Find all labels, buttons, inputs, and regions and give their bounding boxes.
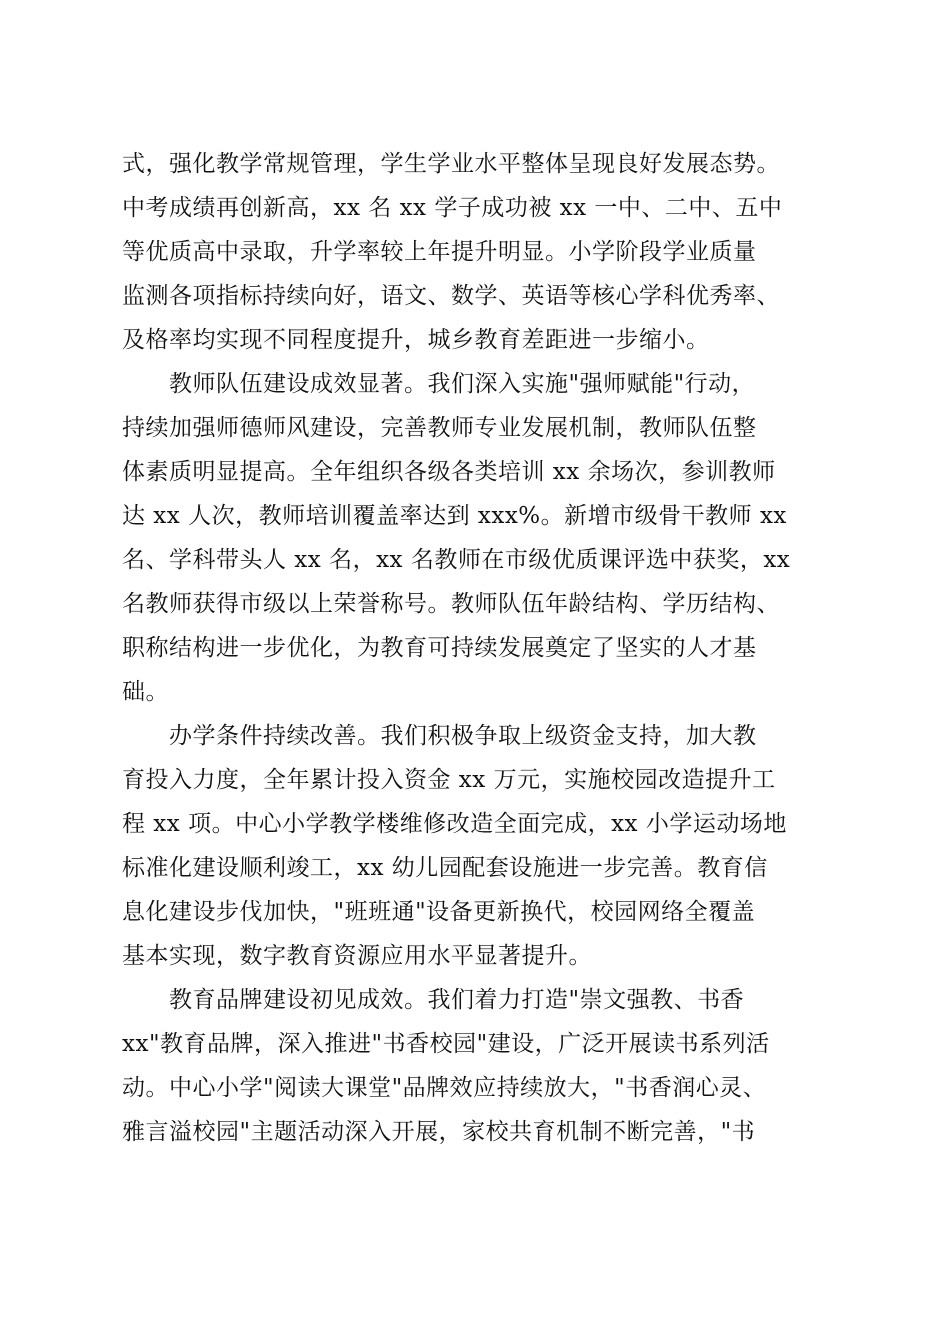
text-line: 名教师获得市级以上荣誉称号。教师队伍年龄结构、学历结构、 [122,591,780,617]
text-line: 及格率均实现不同程度提升，城乡教育差距进一步缩小。 [122,327,710,353]
text-line: 教育品牌建设初见成效。我们着力打造"崇文强教、书香 [122,987,745,1013]
text-line: 等优质高中录取，升学率较上年提升明显。小学阶段学业质量 [122,239,757,265]
text-line: 标准化建设顺利竣工，xx 幼儿园配套设施进一步完善。教育信 [122,855,768,881]
text-line: 动。中心小学"阅读大课堂"品牌效应持续放大，"书香润心灵、 [122,1075,767,1101]
text-line: 基本实现，数字教育资源应用水平显著提升。 [122,943,592,969]
text-line: 程 xx 项。中心小学教学楼维修改造全面完成，xx 小学运动场地 [122,811,787,837]
text-line: 持续加强师德师风建设，完善教师专业发展机制，教师队伍整 [122,415,757,441]
text-line: 式，强化教学常规管理，学生学业水平整体呈现良好发展态势。 [122,151,780,177]
text-line: 监测各项指标持续向好，语文、数学、英语等核心学科优秀率、 [122,283,780,309]
text-line: 名、学科带头人 xx 名，xx 名教师在市级优质课评选中获奖，xx [122,547,791,573]
text-line: 体素质明显提高。全年组织各级各类培训 xx 余场次，参训教师 [122,459,776,485]
text-line: 职称结构进一步优化，为教育可持续发展奠定了坚实的人才基 [122,635,757,661]
text-line: 中考成绩再创新高，xx 名 xx 学子成功被 xx 一中、二中、五中 [122,195,783,221]
text-line: 达 xx 人次，教师培训覆盖率达到 xxx%。新增市级骨干教师 xx [122,503,787,529]
text-line: 育投入力度，全年累计投入资金 xx 万元，实施校园改造提升工 [122,767,776,793]
text-line: 教师队伍建设成效显著。我们深入实施"强师赋能"行动， [122,371,756,397]
document-body [122,142,830,1154]
text-line: xx"教育品牌，深入推进"书香校园"建设，广泛开展读书系列活 [122,1031,770,1057]
text-line: 雅言溢校园"主题活动深入开展，家校共育机制不断完善，"书 [122,1119,756,1145]
text-line: 息化建设步伐加快，"班班通"设备更新换代，校园网络全覆盖 [122,899,756,925]
text-line: 办学条件持续改善。我们积极争取上级资金支持，加大教 [122,723,757,749]
text-line: 础。 [122,679,169,705]
